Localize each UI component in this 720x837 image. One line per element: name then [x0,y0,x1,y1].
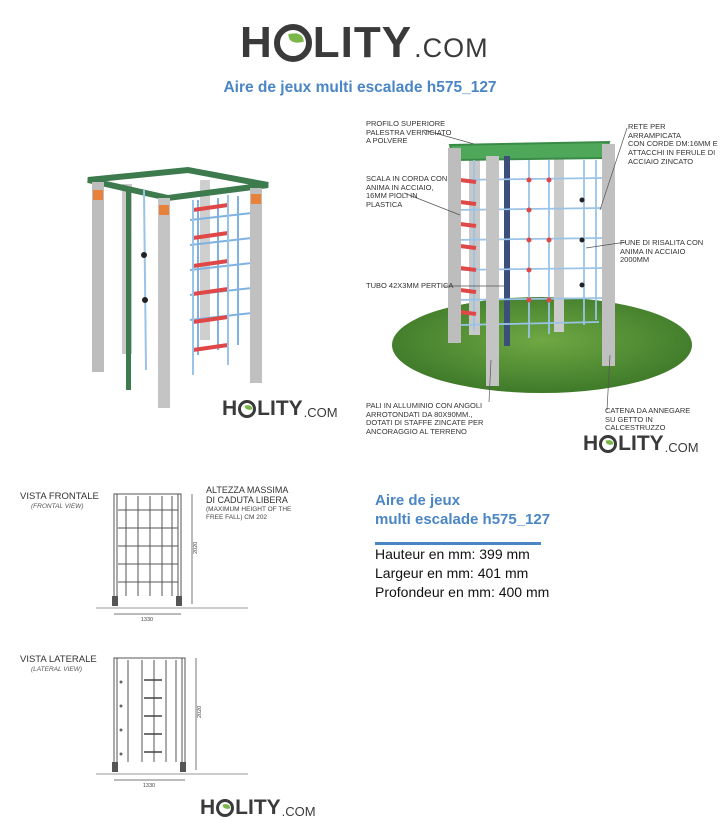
front-view-label: VISTA FRONTALE [20,491,99,502]
product-name [375,492,585,530]
callout-profile: PROFILO SUPERIORE PALESTRA VERNICIATO A POLVERE [366,119,452,146]
leaf-o-icon [274,24,312,62]
logo-letter: H [200,796,216,819]
logo-text: LITY [235,796,281,819]
lateral-view-drawing [96,652,248,788]
callout-rope: FUNE DI RISALITA CON ANIMA IN ACCIAIO 2000MM [620,238,704,265]
holity-logo-small[interactable] [583,432,699,456]
callout-pole: TUBO 42X3MM PERTICA [366,281,454,290]
logo-letter: H [222,397,238,420]
fall-height-label: ALTEZZA MASSIMA DI CADUTA LIBERA [206,485,289,506]
logo-com: .COM [414,33,489,63]
product-name-line2: multi escalade h575_127 [375,510,551,528]
callout-posts: PALI IN ALLUMINIO CON ANGOLI ARROTONDATI DA 80X90MM., DOTATI DI STAFFE ZINCATE PER ANCORAGGIO AL TERRENO [366,401,484,436]
front-view-sub: (FRONTAL VIEW) [31,503,84,510]
holity-logo[interactable] [240,18,489,68]
lateral-view-sub: (LATERAL VIEW) [31,666,83,673]
product-name-line1: Aire de jeux [375,492,461,509]
logo-text: LITY [618,432,664,455]
holity-logo-small[interactable] [222,397,338,421]
divider [375,542,541,545]
spec-width: Largeur en mm: 401 mm [375,565,529,581]
fall-height-sub: (MAXIMUM HEIGHT OF THE FREE FALL) CM 202 [206,506,292,521]
logo-text: LITY [257,397,303,420]
logo-letter: H [583,432,599,455]
logo-com: .COM [281,803,316,819]
lateral-view-label: VISTA LATERALE [20,654,97,665]
logo-letter: H [240,18,273,67]
spec-height: Hauteur en mm: 399 mm [375,546,530,562]
logo-com: .COM [303,404,338,420]
holity-logo-small[interactable] [200,796,316,820]
callout-ladder: SCALA IN CORDA CON ANIMA IN ACCIAIO, 16MM PIOLI IN PLASTICA [366,174,448,209]
front-width-dim: 1330 [140,617,154,623]
front-view-drawing [96,488,248,624]
callout-chain: CATENA DA ANNEGARE SU GETTO IN CALCESTRUZZO [605,406,691,433]
lateral-height-dim: 2020 [197,705,203,718]
front-height-dim: 2020 [193,541,199,554]
leaf-o-icon [216,799,234,817]
logo-text: LITY [312,18,413,67]
page-title: Aire de jeux multi escalade h575_127 [223,79,497,96]
leaf-o-icon [599,435,617,453]
leaf-o-icon [238,400,256,418]
product-illustration-front [78,160,278,410]
spec-depth: Profondeur en mm: 400 mm [375,584,550,600]
logo-com: .COM [664,439,699,455]
callout-net: RETE PER ARRAMPICATA CON CORDE DM:16MM E ATTACCHI IN FERULE DI ACCIAIO ZINCATO [628,122,718,166]
lateral-width-dim: 1330 [142,783,156,788]
